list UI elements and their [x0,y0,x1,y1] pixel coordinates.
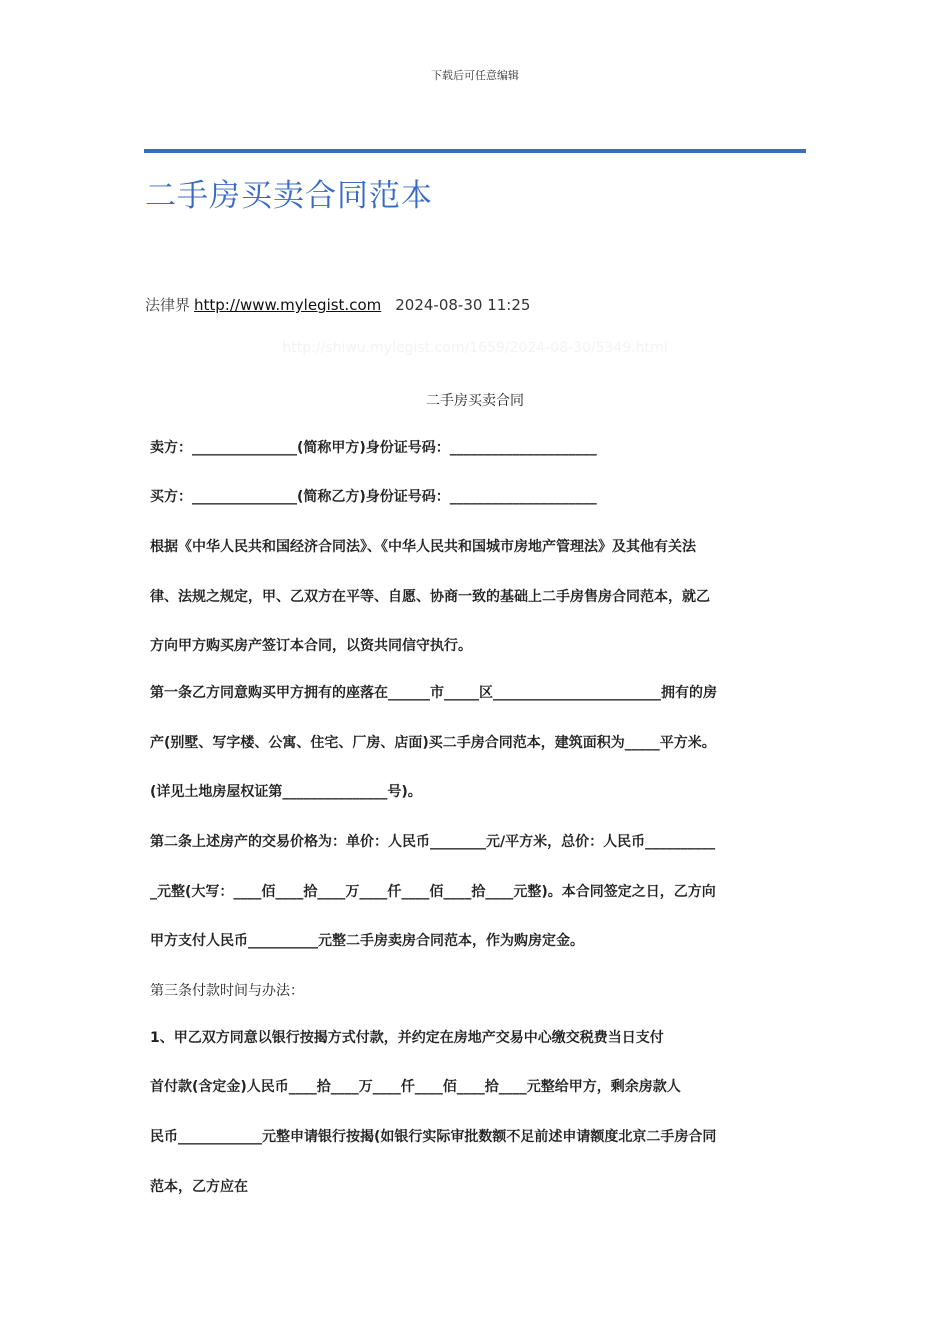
article-1-line: 第一条乙方同意购买甲方拥有的座落在______市_____区________________________拥有的房 [150,685,717,701]
source-link[interactable]: http://www.mylegist.com [194,296,382,314]
contract-heading: 二手房买卖合同 [426,393,524,409]
preamble-line: 方向甲方购买房产签订本合同，以资共同信守执行。 [150,638,472,654]
article-2-line: 甲方支付人民币__________元整二手房卖房合同范本，作为购房定金。 [150,933,584,949]
page-header-note: 下载后可任意编辑 [431,69,519,82]
document-title: 二手房买卖合同范本 [145,178,433,214]
article-2-line: _元整(大写：____佰____拾____万____仟____佰____拾____元整)。本合同签定之日，乙方向 [150,884,716,900]
article-3-heading: 第三条付款时间与办法： [150,983,304,999]
article-2-line: 第二条上述房产的交易价格为：单价：人民币________元/平方米，总价：人民币__________ [150,834,716,850]
article-3-line: 首付款(含定金)人民币____拾____万____仟____佰____拾____元整给甲方，剩余房款人 [150,1079,681,1095]
preamble-line: 根据《中华人民共和国经济合同法》、《中华人民共和国城市房地产管理法》及其他有关法 [150,539,696,555]
preamble-line: 律、法规之规定，甲、乙双方在平等、自愿、协商一致的基础上二手房售房合同范本，就乙 [150,589,710,605]
article-1-line: (详见土地房屋权证第_______________号)。 [150,784,422,800]
faded-watermark-url: http://shiwu.mylegist.com/1659/2024-08-30/5349.html [282,340,668,356]
buyer-line: 买方：_______________(简称乙方)身份证号码：_____________________ [150,489,597,505]
article-3-line: 民币____________元整申请银行按揭(如银行实际审批数额不足前述申请额度北京二手房合同 [150,1129,717,1145]
source-label: 法律界 [145,296,191,314]
article-1-line: 产(别墅、写字楼、公寓、住宅、厂房、店面)买二手房合同范本，建筑面积为_____平方米。 [150,735,716,751]
article-3-line: 1、甲乙双方同意以银行按揭方式付款，并约定在房地产交易中心缴交税费当日支付 [150,1030,664,1046]
title-rule [144,149,806,153]
meta-line [145,294,530,315]
seller-line: 卖方：_______________(简称甲方)身份证号码：_____________________ [150,440,597,456]
article-3-line: 范本，乙方应在 [150,1179,248,1195]
publish-timestamp: 2024-08-30 11:25 [395,296,531,314]
